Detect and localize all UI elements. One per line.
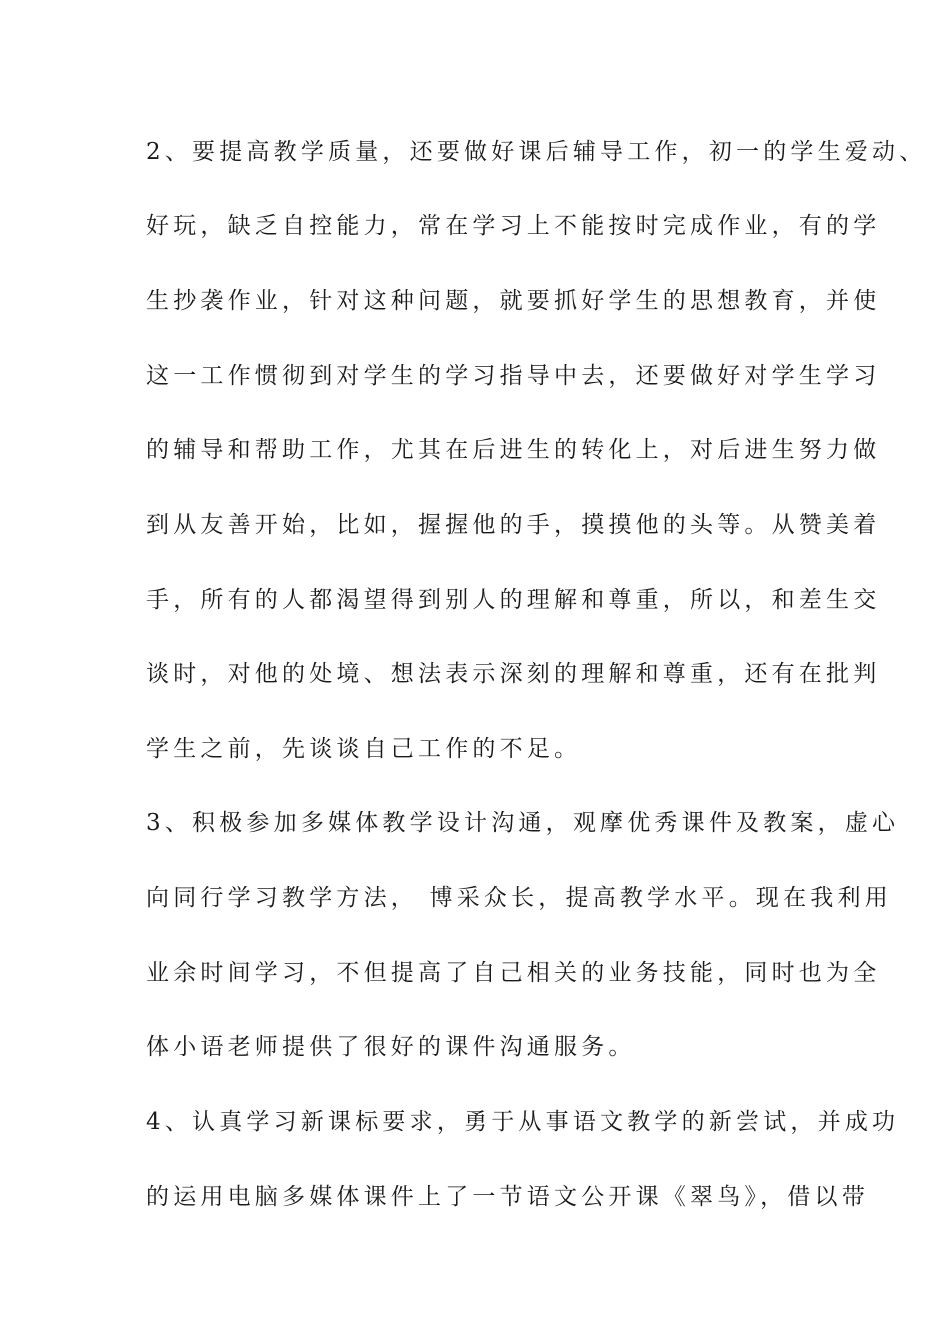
text-line: 手，所有的人都渴望得到别人的理解和尊重，所以，和差生交 — [146, 587, 881, 613]
text-line: 的辅导和帮助工作，尤其在后进生的转化上，对后进生努力做 — [146, 437, 881, 463]
text-line: 的运用电脑多媒体课件上了一节语文公开课《翠鸟》，借以带 — [146, 1184, 869, 1210]
text-line: 2、要提高教学质量，还要做好课后辅导工作，初一的学生爱动、 — [146, 139, 927, 165]
text-line: 业余时间学习，不但提高了自己相关的业务技能，同时也为全 — [146, 960, 881, 986]
text-line: 4、认真学习新课标要求，勇于从事语文教学的新尝试，并成功 — [146, 1109, 900, 1135]
text-line: 向同行学习教学方法， 博采众长，提高教学水平。现在我利用 — [146, 885, 892, 911]
text-line: 到从友善开始，比如，握握他的手，摸摸他的头等。从赞美着 — [146, 512, 881, 538]
text-line: 体小语老师提供了很好的课件沟通服务。 — [146, 1034, 636, 1060]
text-line: 3、积极参加多媒体教学设计沟通，观摩优秀课件及教案，虚心 — [146, 810, 900, 836]
text-line: 学生之前，先谈谈自己工作的不足。 — [146, 736, 582, 762]
text-line: 这一工作惯彻到对学生的学习指导中去，还要做好对学生学习 — [146, 363, 881, 389]
text-line: 谈时，对他的处境、想法表示深刻的理解和尊重，还有在批判 — [146, 661, 881, 687]
text-line: 生抄袭作业，针对这种问题，就要抓好学生的思想教育，并使 — [146, 288, 881, 314]
text-line: 好玩，缺乏自控能力，常在学习上不能按时完成作业，有的学 — [146, 213, 881, 239]
